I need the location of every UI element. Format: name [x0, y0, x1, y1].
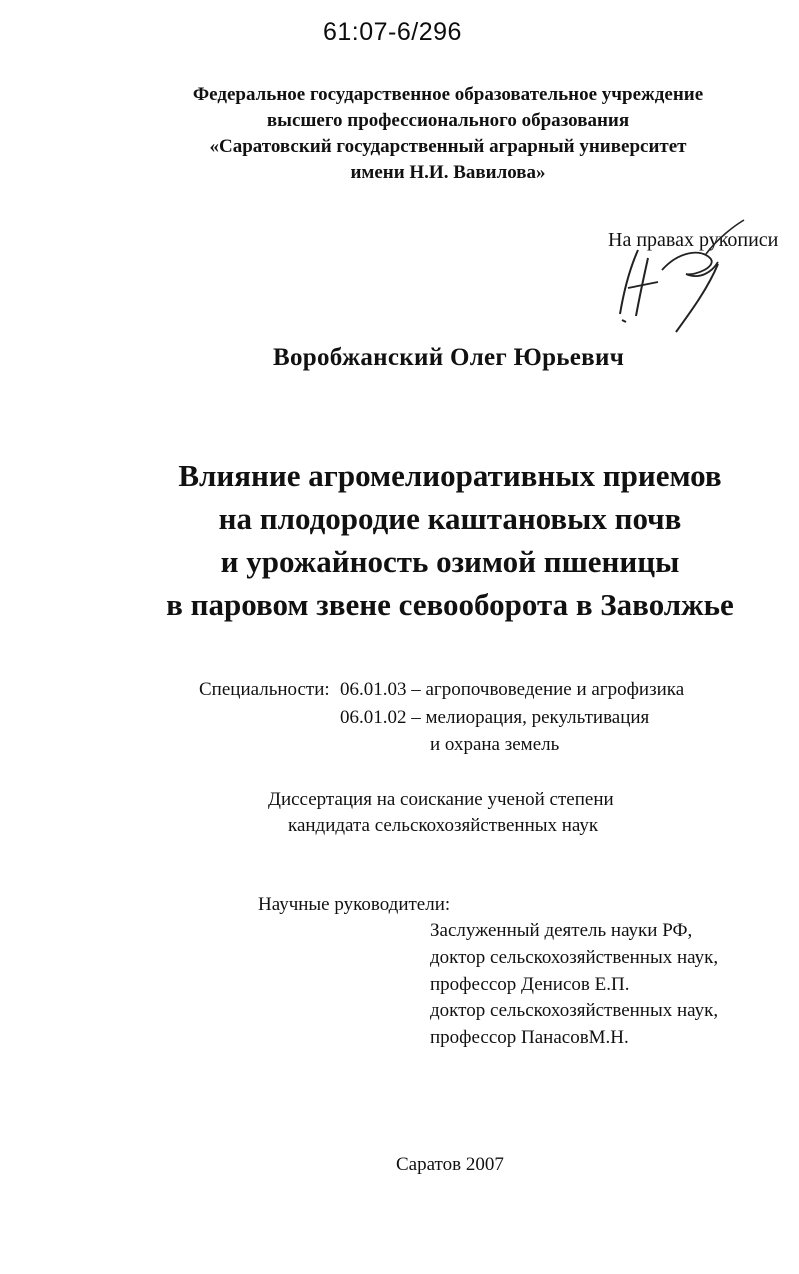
- title-line-1: Влияние агромелиоративных приемов: [178, 458, 722, 493]
- institution-line-3: «Саратовский государственный аграрный университет: [209, 136, 687, 157]
- supervisors-label: Научные руководители:: [258, 894, 451, 915]
- degree-line-1: Диссертация на соискание ученой степени: [268, 789, 614, 810]
- place-year: Саратов 2007: [396, 1154, 504, 1175]
- author-name: Воробжанский Олег Юрьевич: [273, 344, 625, 371]
- degree-line-2: кандидата сельскохозяйственных наук: [288, 815, 599, 836]
- specialty-2-continuation: и охрана земель: [430, 734, 560, 755]
- institution-line-1: Федеральное государственное образовательное учреждение: [192, 84, 704, 105]
- supervisor-line-5: профессор ПанасовМ.Н.: [430, 1027, 629, 1048]
- title-line-3: и урожайность озимой пшеницы: [220, 544, 680, 579]
- title-line-2: на плодородие каштановых почв: [218, 501, 682, 536]
- specialty-2: 06.01.02 – мелиорация, рекультивация: [340, 707, 650, 728]
- catalog-number: 61:07-6/296: [323, 18, 462, 46]
- institution-line-4: имени Н.И. Вавилова»: [350, 162, 546, 183]
- specialty-1: 06.01.03 – агропочвоведение и агрофизика: [340, 679, 685, 700]
- supervisor-line-2: доктор сельскохозяйственных наук,: [430, 947, 719, 968]
- specialties-label: Специальности:: [199, 679, 330, 700]
- signature: [600, 218, 770, 338]
- supervisor-line-1: Заслуженный деятель науки РФ,: [430, 920, 693, 941]
- supervisor-line-3: профессор Денисов Е.П.: [430, 974, 630, 995]
- institution-line-2: высшего профессионального образования: [266, 110, 630, 131]
- title-line-4: в паровом звене севооборота в Заволжье: [166, 587, 734, 622]
- supervisor-line-4: доктор сельскохозяйственных наук,: [430, 1000, 719, 1021]
- manuscript-note: На правах рукописи: [608, 229, 779, 251]
